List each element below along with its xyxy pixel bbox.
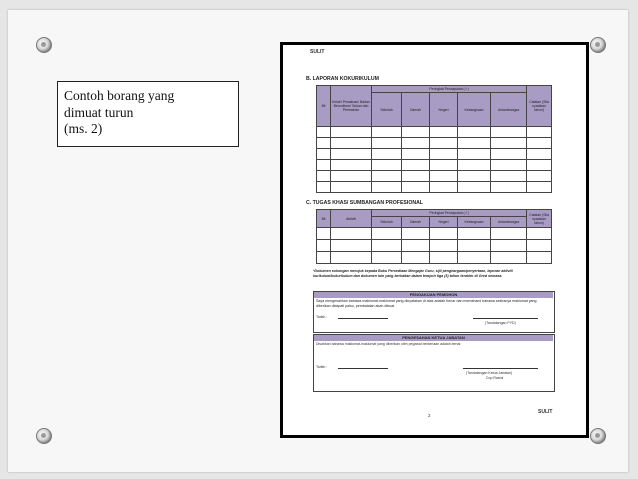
pengesahan-text: Disahkan bahawa maklumat-maklumat yang diberikan oleh pegawai berkenaan adalah benar. bbox=[316, 342, 462, 346]
b-col-sekolah: Sekolah bbox=[372, 93, 402, 127]
page-number: 2 bbox=[428, 413, 431, 418]
b-col-negeri: Negeri bbox=[430, 93, 458, 127]
b-col-bil: Bil bbox=[317, 86, 331, 127]
pengesahan-stamp: Cop Rasmi bbox=[486, 376, 504, 380]
section-b-title: B. LAPORAN KOKURIKULUM bbox=[306, 76, 379, 82]
table-row bbox=[317, 228, 552, 240]
section-c-title: C. TUGAS KHAS/ SUMBANGAN PROFESIONAL bbox=[306, 200, 424, 206]
pengakuan-sign: (Tandatangan PYD) bbox=[485, 321, 516, 325]
b-col-kelab: Kelab/ Persatuan/ Badan Beruniform/ Sukan dan Permainan bbox=[331, 86, 372, 127]
rivet-bottom-left-icon bbox=[36, 428, 52, 444]
table-row bbox=[317, 127, 552, 138]
section-b-table bbox=[316, 85, 552, 193]
pengakuan-tarikh-line bbox=[338, 318, 388, 319]
pengakuan-sign-line bbox=[473, 318, 538, 319]
caption-line-1: Contoh borang yang bbox=[64, 88, 175, 103]
c-col-daerah: Daerah bbox=[402, 217, 430, 228]
b-col-antarabangsa: Antarabangsa bbox=[491, 93, 527, 127]
c-col-antarabangsa: Antarabangsa bbox=[491, 217, 527, 228]
b-col-catatan: Catatan (Sila nyatakan tahun) bbox=[527, 86, 552, 127]
table-row bbox=[317, 252, 552, 264]
c-col-aktiviti: Aktiviti bbox=[331, 210, 372, 228]
pengesahan-sign-line bbox=[463, 368, 538, 369]
section-c-table bbox=[316, 209, 552, 264]
table-row bbox=[317, 240, 552, 252]
c-col-catatan: Catatan (Sila nyatakan tahun) bbox=[527, 210, 552, 228]
table-row bbox=[317, 160, 552, 171]
caption-textbox bbox=[57, 81, 239, 147]
c-col-sekolah: Sekolah bbox=[372, 217, 402, 228]
pengesahan-tarikh-line bbox=[338, 368, 388, 369]
table-row bbox=[317, 138, 552, 149]
b-group-header: Peringkat Pencapaian (✓) bbox=[372, 86, 527, 93]
table-row bbox=[317, 182, 552, 193]
pengesahan-title: PENGESAHAN KETUA JABATAN bbox=[314, 335, 553, 341]
doc-header-sulit: SULIT bbox=[310, 49, 325, 55]
supporting-doc-note: *Dokumen sokongan merujuk kepada Buku Persediaan Mengajar Guru, sijil penghargaan/penyertaan, laporan aktiviti kurikulum/kokurikulum dan dokumen lain yang berkaitan dalam tempoh tiga (3) tahun terakhir di Gred semasa. bbox=[313, 269, 513, 278]
caption-line-3: (ms. 2) bbox=[64, 121, 103, 136]
c-col-kebangsaan: Kebangsaan bbox=[458, 217, 491, 228]
pengakuan-text: Saya mengesahkan bahawa maklumat-maklumat yang dinyatakan di atas adalah benar dan memahami bahawa sekiranya maklumat yang diberikan didapati palsu, pembatalan akan dibuat. bbox=[316, 299, 537, 308]
form-document-image bbox=[280, 42, 589, 438]
rivet-bottom-right-icon bbox=[590, 428, 606, 444]
pengakuan-tarikh: Tarikh : bbox=[316, 315, 328, 319]
rivet-top-left-icon bbox=[36, 37, 52, 53]
rivet-top-right-icon bbox=[590, 37, 606, 53]
c-col-negeri: Negeri bbox=[430, 217, 458, 228]
c-col-bil: Bil bbox=[317, 210, 331, 228]
table-row bbox=[317, 149, 552, 160]
pengesahan-tarikh: Tarikh : bbox=[316, 365, 328, 369]
pengesahan-sign: (Tandatangan Ketua Jabatan) bbox=[466, 371, 513, 375]
caption-line-2: dimuat turun bbox=[64, 104, 134, 120]
b-col-daerah: Daerah bbox=[402, 93, 430, 127]
pengakuan-title: PENGAKUAN PEMOHON bbox=[314, 292, 553, 298]
b-col-kebangsaan: Kebangsaan bbox=[458, 93, 491, 127]
table-row bbox=[317, 171, 552, 182]
c-group-header: Peringkat Pencapaian (✓) bbox=[372, 210, 527, 217]
doc-footer-sulit: SULIT bbox=[538, 409, 553, 415]
